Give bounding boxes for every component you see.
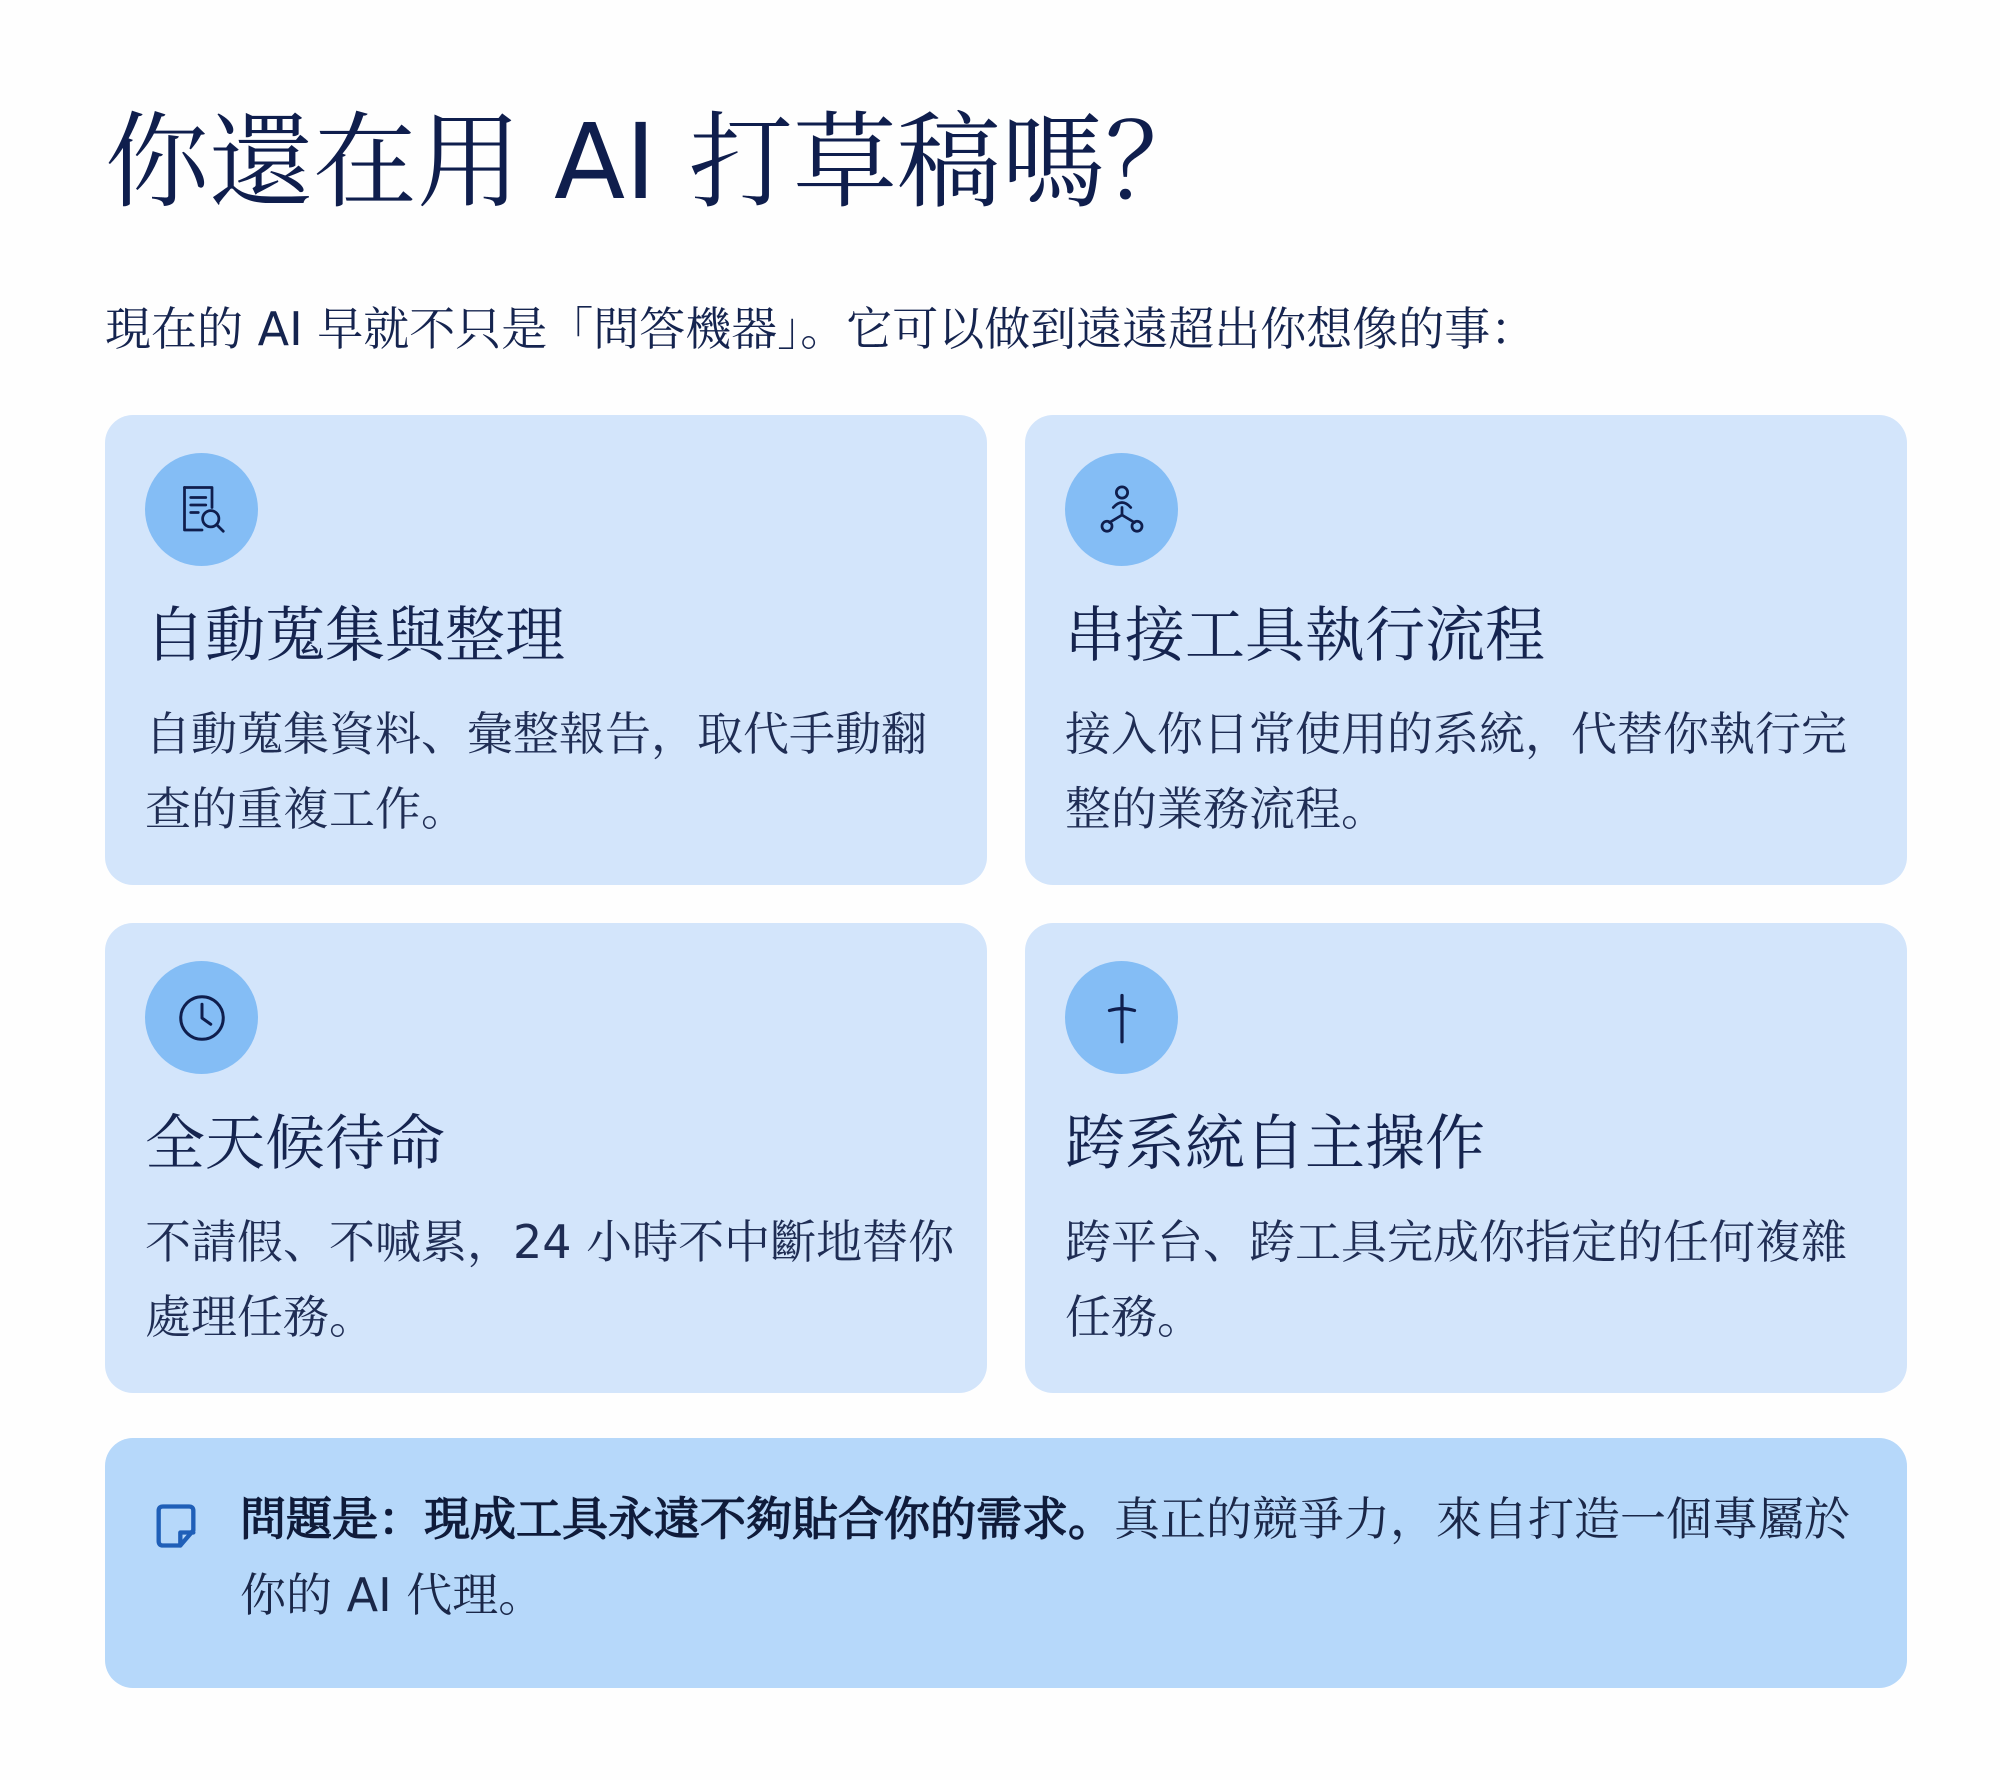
card-description: 不請假、不喊累，24 小時不中斷地替你處理任務。 <box>145 1215 955 1344</box>
card-description: 跨平台、跨工具完成你指定的任何複雜任務。 <box>1065 1215 1847 1344</box>
card-title: 串接工具執行流程 <box>1065 601 1545 671</box>
card-title: 自動蒐集與整理 <box>145 601 565 671</box>
feature-card-always-on <box>105 923 987 1393</box>
intro-text: 現在的 AI 早就不只是「問答機器」。它可以做到遠遠超出你想像的事： <box>105 302 1537 356</box>
clock-icon <box>145 961 258 1074</box>
page-title: 你還在用 AI 打草稿嗎？ <box>105 101 1209 223</box>
feature-card-tool-workflow <box>1025 415 1907 885</box>
card-title: 跨系統自主操作 <box>1065 1109 1485 1179</box>
callout-body-text: 真正的競爭力，來自打造一個專屬於你的 AI 代理。 <box>240 1492 1850 1622</box>
cross-icon <box>1065 961 1178 1074</box>
note-icon <box>150 1500 202 1552</box>
callout-text <box>240 1481 1860 1633</box>
card-description: 接入你日常使用的系統，代替你執行完整的業務流程。 <box>1065 707 1847 836</box>
card-title: 全天候待命 <box>145 1109 445 1179</box>
workflow-network-icon <box>1065 453 1178 566</box>
callout-bold-text: 問題是：現成工具永遠不夠貼合你的需求。 <box>240 1492 1114 1546</box>
card-description: 自動蒐集資料、彙整報告，取代手動翻查的重複工作。 <box>145 707 927 836</box>
callout-box <box>105 1438 1907 1688</box>
feature-card-auto-collect <box>105 415 987 885</box>
feature-card-cross-system <box>1025 923 1907 1393</box>
document-search-icon <box>145 453 258 566</box>
